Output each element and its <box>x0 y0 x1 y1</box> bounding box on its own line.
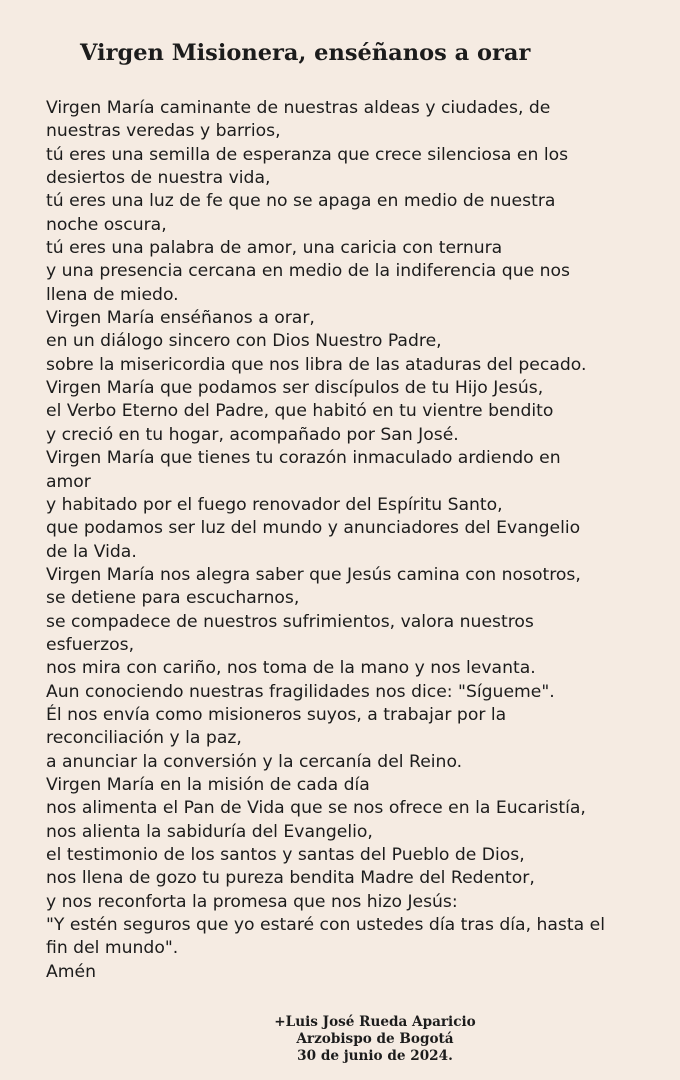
prayer-line: tú eres una semilla de esperanza que crece silenciosa en los <box>46 144 569 165</box>
prayer-line: de la Vida. <box>46 541 137 562</box>
prayer-line: amor <box>46 471 91 492</box>
prayer-line: llena de miedo. <box>46 284 179 305</box>
prayer-line: Virgen María que podamos ser discípulos de tu Hijo Jesús, <box>46 378 544 399</box>
prayer-line: Él nos envía como misioneros suyos, a trabajar por la <box>46 704 507 725</box>
signature-role: Arzobispo de Bogotá <box>296 1031 454 1047</box>
prayer-line: nos alimenta el Pan de Vida que se nos ofrece en la Eucaristía, <box>46 798 586 819</box>
prayer-line: el Verbo Eterno del Padre, que habitó en tu vientre bendito <box>46 401 554 422</box>
document-title: Virgen Misionera, enséñanos a orar <box>80 40 531 66</box>
prayer-line: y creció en tu hogar, acompañado por San José. <box>46 424 459 445</box>
prayer-line: Virgen María enséñanos a orar, <box>46 308 315 329</box>
prayer-line: "Y estén seguros que yo estaré con ustedes día tras día, hasta el <box>46 915 605 936</box>
signature-date: 30 de junio de 2024. <box>297 1048 453 1064</box>
signature-name: +Luis José Rueda Aparicio <box>274 1014 476 1030</box>
prayer-line: y una presencia cercana en medio de la indiferencia que nos <box>46 261 571 282</box>
prayer-line: y habitado por el fuego renovador del Espíritu Santo, <box>46 494 503 515</box>
prayer-line: Virgen María caminante de nuestras aldeas y ciudades, de <box>46 98 551 118</box>
prayer-line: nos mira con cariño, nos toma de la mano y nos levanta. <box>46 658 536 679</box>
prayer-line: noche oscura, <box>46 214 167 235</box>
prayer-line: tú eres una luz de fe que no se apaga en medio de nuestra <box>46 191 556 212</box>
prayer-line: desiertos de nuestra vida, <box>46 168 271 189</box>
prayer-line: Virgen María en la misión de cada día <box>46 774 370 795</box>
signature-block <box>225 1014 525 1065</box>
prayer-line: sobre la misericordia que nos libra de las ataduras del pecado. <box>46 354 587 375</box>
prayer-line: en un diálogo sincero con Dios Nuestro Padre, <box>46 331 442 352</box>
prayer-line: Virgen María que tienes tu corazón inmaculado ardiendo en <box>46 448 561 469</box>
prayer-line: se detiene para escucharnos, <box>46 588 300 609</box>
prayer-line: Virgen María nos alegra saber que Jesús camina con nosotros, <box>46 564 581 585</box>
prayer-line: se compadece de nuestros sufrimientos, valora nuestros <box>46 611 534 632</box>
prayer-line: a anunciar la conversión y la cercanía del Reino. <box>46 751 463 772</box>
prayer-line: esfuerzos, <box>46 634 135 655</box>
prayer-line: tú eres una palabra de amor, una caricia con ternura <box>46 238 503 259</box>
prayer-line: reconciliación y la paz, <box>46 728 242 749</box>
prayer-line: que podamos ser luz del mundo y anunciadores del Evangelio <box>46 518 581 539</box>
prayer-line: y nos reconforta la promesa que nos hizo Jesús: <box>46 891 458 912</box>
prayer-line: nos alienta la sabiduría del Evangelio, <box>46 821 373 842</box>
prayer-line: fin del mundo". <box>46 938 179 959</box>
prayer-line: el testimonio de los santos y santas del Pueblo de Dios, <box>46 845 525 865</box>
prayer-line: nuestras veredas y barrios, <box>46 121 281 142</box>
prayer-body <box>46 97 666 984</box>
prayer-line: Amén <box>46 961 96 982</box>
prayer-line: nos llena de gozo tu pureza bendita Madre del Redentor, <box>46 868 535 889</box>
prayer-line: Aun conociendo nuestras fragilidades nos dice: "Sígueme". <box>46 681 555 702</box>
